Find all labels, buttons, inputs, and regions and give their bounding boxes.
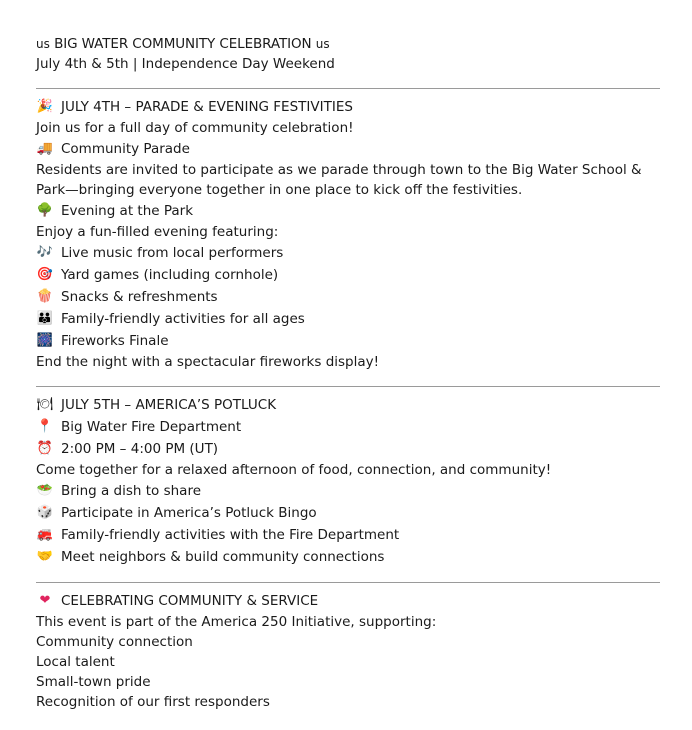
parade-title-text: Community Parade [61,141,190,157]
july4-section [36,96,660,372]
list-item [36,480,660,502]
section-heading-text: CELEBRATING COMMUNITY & SERVICE [61,593,319,609]
list-item-text: Meet neighbors & build community connections [61,549,385,565]
community-section [36,590,660,712]
parade-description: Residents are invited to participate as we parade through town to the Big Water School & Park—bringing everyone together in one place to kick off the festivities. [36,162,642,198]
list-item [36,502,660,524]
page-title-text: BIG WATER COMMUNITY CELEBRATION [54,36,312,52]
header [36,34,660,74]
list-item-text: Participate in America’s Potluck Bingo [61,505,317,521]
list-item [36,286,660,308]
truck-icon: 🚚 [36,141,54,156]
fireworks-description: End the night with a spectacular fireworks display! [36,354,380,370]
pin-icon: 📍 [36,419,54,434]
family-icon: 👪 [36,311,54,326]
alarm-clock-icon: ⏰ [36,441,54,456]
list-item [36,524,660,546]
section-heading-text: JULY 4TH – PARADE & EVENING FESTIVITIES [61,99,353,115]
list-item-text: Snacks & refreshments [61,289,218,305]
list-item-text: Family-friendly activities with the Fire Department [61,527,400,543]
park-intro: Enjoy a fun-filled evening featuring: [36,224,279,240]
park-title [36,200,660,222]
divider [36,582,660,583]
list-item [36,242,660,264]
plate-icon: 🍽 [36,397,54,412]
list-item-text: Bring a dish to share [61,483,202,499]
fireworks-title-text: Fireworks Finale [61,333,169,349]
list-item [36,546,660,568]
page-subtitle: July 4th & 5th | Independence Day Weekend [36,56,335,72]
list-item: Local talent [36,654,115,670]
event-time [36,438,660,460]
parade-title [36,138,660,160]
music-notes-icon: 🎶 [36,245,54,260]
section-intro: Join us for a full day of community celebration! [36,120,354,136]
section-intro: Come together for a relaxed afternoon of food, connection, and community! [36,462,552,478]
section-heading [36,394,660,416]
tree-icon: 🌳 [36,203,54,218]
list-item-text: Family-friendly activities for all ages [61,311,305,327]
fireworks-title [36,330,660,352]
list-item: Community connection [36,634,193,650]
list-item-text: Yard games (including cornhole) [61,267,279,283]
section-intro: This event is part of the America 250 Initiative, supporting: [36,614,437,630]
july5-section [36,394,660,568]
list-item [36,264,660,286]
heart-icon: ❤ [39,593,51,608]
handshake-icon: 🤝 [36,549,54,564]
salad-bowl-icon: 🥗 [36,483,54,498]
divider [36,88,660,89]
park-title-text: Evening at the Park [61,203,194,219]
section-heading [36,590,660,612]
popcorn-icon: 🍿 [36,289,54,304]
page-title [36,34,660,54]
divider [36,386,660,387]
list-item [36,308,660,330]
list-item-text: Live music from local performers [61,245,284,261]
section-heading [36,96,660,118]
target-icon: 🎯 [36,267,54,282]
list-item: Recognition of our first responders [36,694,270,710]
list-item: Small-town pride [36,674,151,690]
section-heading-text: JULY 5TH – AMERICA’S POTLUCK [61,397,277,413]
us-flag-icon: us [315,37,330,51]
event-location-text: Big Water Fire Department [61,419,242,435]
fireworks-icon: 🎆 [36,333,54,348]
party-popper-icon: 🎉 [36,99,54,114]
fire-engine-icon: 🚒 [36,527,54,542]
us-flag-icon: us [36,37,50,51]
dice-icon: 🎲 [36,505,54,520]
event-time-text: 2:00 PM – 4:00 PM (UT) [61,441,219,457]
event-location [36,416,660,438]
